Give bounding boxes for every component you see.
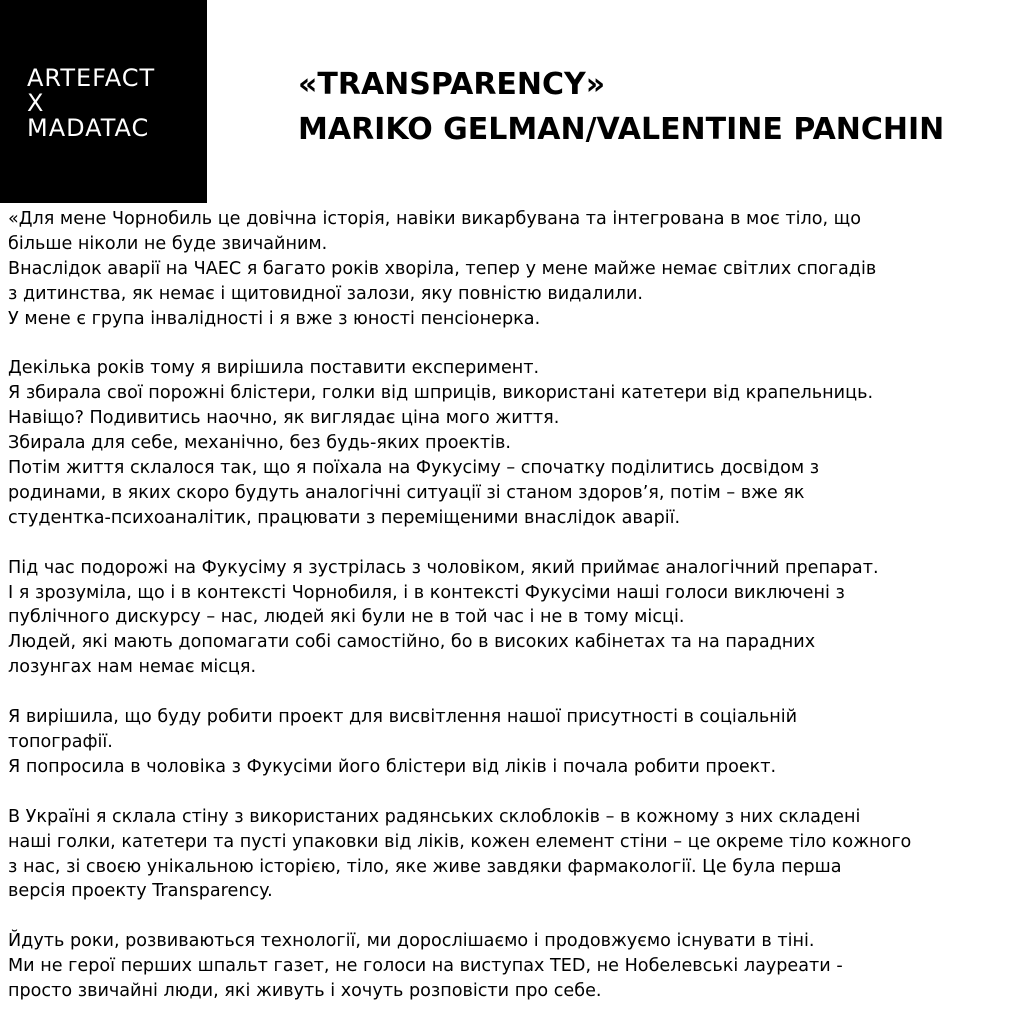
text-line: Людей, які мають допомагати собі самостійно, бо в високих кабінетах та на парадних	[8, 632, 816, 653]
logo-block	[0, 0, 207, 203]
text-line: топографії.	[8, 731, 113, 752]
logo-text	[27, 66, 155, 141]
page-title: «TRANSPARENCY»	[298, 67, 606, 102]
text-line: Ми не герої перших шпальт газет, не голоси на виступах TED, не Нобелевські лауреати -	[8, 956, 843, 977]
text-line: Збирала для себе, механічно, без будь-яких проектів.	[8, 433, 512, 454]
text-line: з нас, зі своєю унікальною історією, тіло, яке живе завдяки фармакології. Це була перша	[8, 856, 842, 877]
text-line: більше ніколи не буде звичайним.	[8, 233, 328, 254]
text-line: Я попросила в чоловіка з Фукусіми його блістери від ліків і почала робити проект.	[8, 756, 777, 777]
authors-title: MARIKO GELMAN/VALENTINE PANCHIN	[298, 112, 945, 147]
text-line: Йдуть роки, розвиваються технології, ми дорослішаємо і продовжуємо існувати в тіні.	[8, 931, 815, 952]
text-line: Під час подорожі на Фукусіму я зустрілась з чоловіком, який приймає аналогічний препарат.	[8, 557, 879, 578]
paragraph-6	[8, 929, 1008, 1004]
text-line: з дитинства, як немає і щитовидної залози, яку повністю видалили.	[8, 283, 644, 304]
text-line: версія проекту Transparency.	[8, 881, 273, 902]
text-line: І я зрозуміла, що і в контексті Чорнобиля, і в контексті Фукусіми наші голоси виключені з	[8, 582, 845, 603]
paragraph-4	[8, 705, 1008, 780]
text-line: просто звичайні люди, які живуть і хочуть розповісти про себе.	[8, 981, 602, 1002]
text-line: Потім життя склалося так, що я поїхала на Фукусіму – спочатку поділитись досвідом з	[8, 458, 820, 479]
paragraph-2	[8, 356, 1008, 530]
logo-line-artefact: ARTEFACT	[27, 64, 156, 92]
text-line: «Для мене Чорнобиль це довічна історія, навіки викарбувана та інтегрована в моє тіло, що	[8, 209, 862, 229]
text-line: Я вирішила, що буду робити проект для висвітлення нашої присутності в соціальній	[8, 707, 798, 728]
text-line: публічного дискурсу – нас, людей які були не в той час і не в тому місці.	[8, 607, 685, 628]
text-line: лозунгах нам немає місця.	[8, 657, 257, 678]
page-header	[298, 62, 1014, 152]
text-line: наші голки, катетери та пусті упаковки від ліків, кожен елемент стіни – це окреме тіло кожного	[8, 831, 912, 852]
paragraph-1	[8, 207, 1008, 332]
text-line: Я збирала свої порожні блістери, голки від шприців, використані катетери від крапельниць.	[8, 383, 874, 404]
paragraph-5	[8, 805, 1008, 905]
paragraph-3	[8, 556, 1008, 681]
text-line: Навіщо? Подивитись наочно, як виглядає ціна мого життя.	[8, 408, 560, 429]
text-line: Внаслідок аварії на ЧАЕС я багато років хворіла, тепер у мене майже немає світлих спогадів	[8, 258, 877, 279]
logo-line-madatac: MADATAC	[27, 114, 150, 142]
text-line: В Україні я склала стіну з використаних радянських склоблоків – в кожному з них складені	[8, 806, 861, 827]
article-body	[8, 207, 1008, 1004]
text-line: У мене є група інвалідності і я вже з юності пенсіонерка.	[8, 308, 541, 329]
text-line: Декілька років тому я вирішила поставити експеримент.	[8, 358, 540, 379]
logo-line-x: X	[27, 89, 45, 117]
text-line: родинами, в яких скоро будуть аналогічні ситуації зі станом здоров’я, потім – вже як	[8, 482, 805, 503]
text-line: студентка-психоаналітик, працювати з переміщеними внаслідок аварії.	[8, 507, 681, 528]
